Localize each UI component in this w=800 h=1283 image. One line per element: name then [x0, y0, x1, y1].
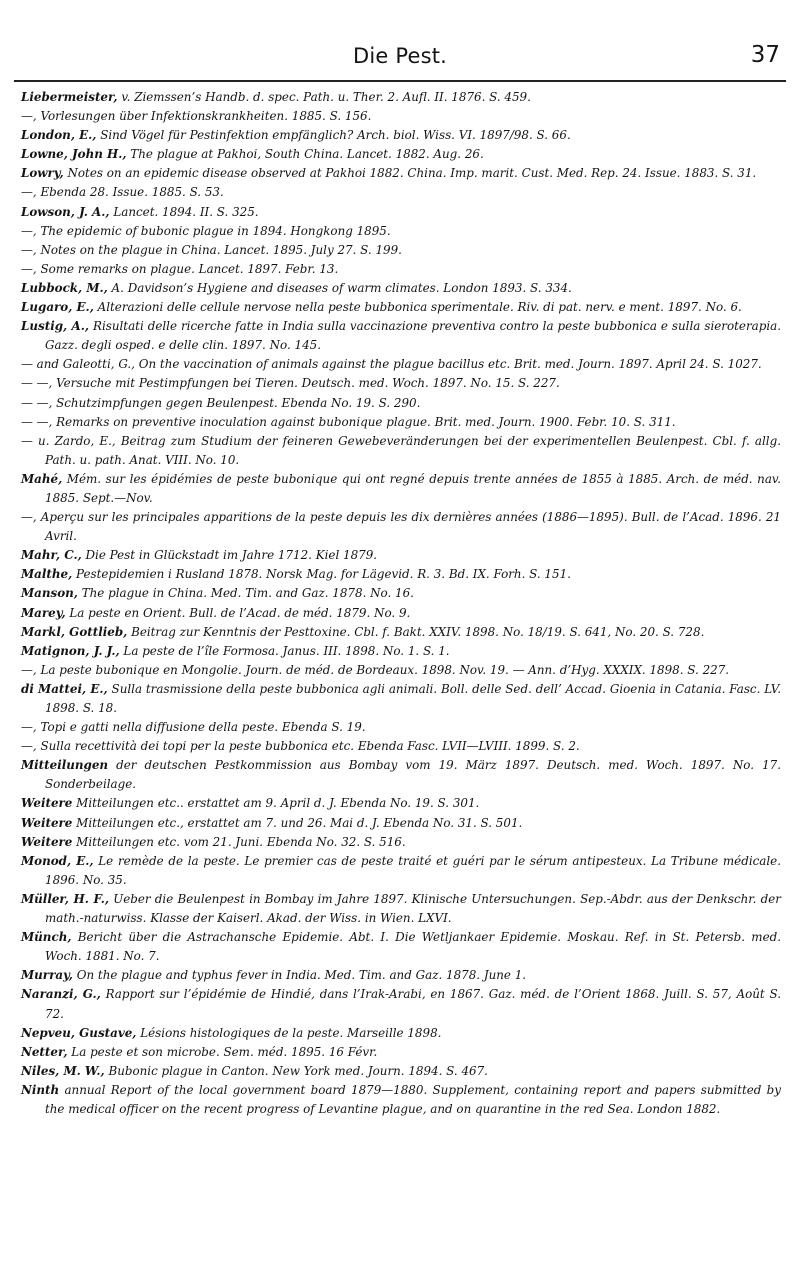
reference-author: Marey,	[21, 605, 66, 620]
reference-entry	[21, 852, 781, 890]
reference-author: Ninth	[21, 1082, 60, 1097]
reference-entry	[21, 432, 781, 470]
reference-author: Weitere	[21, 834, 73, 849]
reference-text: Ueber die Beulenpest in Bombay im Jahre 1897. Klinische Untersuchungen. Sep.-Abdr. aus der Denkschr. der math.-naturwiss. Klasse der Kaiserl. Akad. der Wiss. in Wien. LXVI.	[45, 891, 781, 926]
reference-entry	[21, 279, 781, 298]
reference-author: Liebermeister,	[21, 90, 118, 104]
reference-text: —, The epidemic of bubonic plague in 1894. Hongkong 1895.	[21, 223, 391, 238]
reference-entry	[21, 298, 781, 317]
reference-entry	[21, 355, 781, 374]
page-number: 37	[750, 42, 780, 68]
reference-entry	[21, 241, 781, 260]
reference-text: The plague in China. Med. Tim. and Gaz. 1878. No. 16.	[77, 586, 414, 601]
reference-author: Niles, M. W.,	[21, 1063, 105, 1078]
reference-entry	[21, 604, 781, 623]
reference-text: Alterazioni delle cellule nervose nella peste bubbonica sperimentale. Riv. di pat. nerv. e ment. 1897. No. 6.	[93, 300, 742, 315]
reference-text: On the plague and typhus fever in India. Med. Tim. and Gaz. 1878. June 1.	[72, 968, 527, 983]
reference-author: Müller, H. F.,	[21, 891, 109, 906]
reference-text: Lésions histologiques de la peste. Marseille 1898.	[136, 1025, 442, 1040]
reference-text: Notes on an epidemic disease observed at Pakhoi 1882. China. Imp. marit. Cust. Med. Rep. 24. Issue. 1883. S. 31.	[63, 166, 757, 181]
reference-entry	[21, 928, 781, 966]
reference-entry	[21, 890, 781, 928]
reference-entry	[21, 88, 781, 107]
reference-entry	[21, 107, 781, 126]
reference-entry	[21, 1062, 781, 1081]
reference-author: Mahé,	[21, 471, 63, 486]
reference-text: La peste et son microbe. Sem. méd. 1895. 16 Févr.	[67, 1044, 378, 1059]
reference-entry	[21, 164, 781, 183]
reference-text: — —, Remarks on preventive inoculation against bubonique plague. Brit. med. Journ. 1900. Febr. 10. S. 311.	[21, 414, 676, 429]
reference-entry	[21, 203, 781, 222]
reference-entry	[21, 985, 781, 1023]
reference-text: Rapport sur l’épidémie de Hindié, dans l’Irak-Arabi, en 1867. Gaz. méd. de l’Orient 1868. Juill. S. 57, Août S. 72.	[45, 987, 781, 1021]
reference-text: Risultati delle ricerche fatte in India sulla vaccinazione preventiva contro la peste bubbonica e sulla sieroterapia. Gazz. degli osped. e delle clin. 1897. No. 145.	[45, 319, 781, 353]
reference-author: Lustig, A.,	[21, 319, 90, 334]
reference-entry	[21, 737, 781, 756]
reference-text: —, Notes on the plague in China. Lancet. 1895. July 27. S. 199.	[21, 242, 402, 257]
reference-text: —, Sulla recettività dei topi per la peste bubbonica etc. Ebenda Fasc. LVII—LVIII. 1899. S. 2.	[21, 739, 580, 754]
reference-author: Lowson, J. A.,	[21, 204, 110, 219]
reference-entry	[21, 470, 781, 508]
reference-text: —, Topi e gatti nella diffusione della peste. Ebenda S. 19.	[21, 720, 366, 735]
reference-entry	[21, 718, 781, 737]
reference-entry	[21, 413, 781, 432]
reference-entry	[21, 794, 781, 813]
reference-author: Mahr, C.,	[21, 548, 82, 563]
reference-text: —, La peste bubonique en Mongolie. Journ. de méd. de Bordeaux. 1898. Nov. 19. — Ann. d’Hyg. XXXIX. 1898. S. 227.	[21, 662, 730, 677]
reference-entry	[21, 546, 781, 565]
reference-text: — and Galeotti, G., On the vaccination of animals against the plague bacillus etc. Brit. med. Journ. 1897. April 24. S. 1027.	[21, 357, 762, 372]
reference-entry	[21, 260, 781, 279]
reference-text: Sulla trasmissione della peste bubbonica agli animali. Boll. delle Sed. dell’ Accad. Gioenia in Catania. Fasc. LV. 1898. S. 18.	[45, 681, 782, 715]
reference-text: Le remède de la peste. Le premier cas de peste traité et guéri par le sérum antipesteux. La Tribune médicale. 1896. No. 35.	[45, 853, 782, 887]
reference-text: La peste en Orient. Bull. de l’Acad. de méd. 1879. No. 9.	[65, 605, 411, 620]
reference-author: Netter,	[21, 1044, 68, 1059]
reference-text: Bubonic plague in Canton. New York med. Journ. 1894. S. 467.	[104, 1063, 488, 1078]
reference-author: Lugaro, E.,	[21, 300, 94, 315]
reference-entry	[21, 145, 781, 164]
reference-text: Sind Vögel für Pestinfektion empfänglich? Arch. biol. Wiss. VI. 1897/98. S. 66.	[96, 128, 571, 143]
reference-text: — —, Versuche mit Pestimpfungen bei Tieren. Deutsch. med. Woch. 1897. No. 15. S. 227.	[21, 376, 560, 391]
reference-list	[21, 88, 781, 1119]
reference-entry	[21, 680, 781, 718]
reference-text: — u. Zardo, E., Beitrag zum Studium der feineren Gewebeveränderungen bei der experimentellen Beulenpest. Cbl. f. allg. Path. u. path. Anat. VIII. No. 10.	[21, 433, 781, 467]
page-header	[20, 40, 780, 76]
reference-author: Naranzi, G.,	[21, 987, 101, 1002]
reference-author: di Mattei, E.,	[21, 681, 108, 696]
reference-text: annual Report of the local government board 1879—1880. Supplement, containing report and papers submitted by the medical officer on the recent progress of Levantine plague, and on quarantine in the red Sea. London 1882.	[45, 1082, 781, 1116]
reference-entry	[21, 1043, 781, 1062]
reference-entry	[21, 833, 781, 852]
header-rule	[14, 80, 786, 82]
reference-entry	[21, 126, 781, 145]
reference-entry	[21, 623, 781, 642]
reference-entry	[21, 756, 781, 794]
reference-entry	[21, 394, 781, 413]
reference-text: v. Ziemssen’s Handb. d. spec. Path. u. Ther. 2. Aufl. II. 1876. S. 459.	[117, 90, 531, 104]
running-title: Die Pest.	[352, 44, 448, 68]
reference-text: Mitteilungen etc. vom 21. Juni. Ebenda No. 32. S. 516.	[72, 834, 406, 849]
reference-text: Pestepidemien i Rusland 1878. Norsk Mag. for Lägevid. R. 3. Bd. IX. Forh. S. 151.	[72, 567, 571, 582]
reference-author: Malthe,	[21, 567, 73, 582]
reference-entry	[21, 183, 781, 202]
reference-text: der deutschen Pestkommission aus Bombay vom 19. März 1897. Deutsch. med. Woch. 1897. No. 17. Sonderbeilage.	[45, 758, 781, 792]
reference-entry	[21, 565, 781, 584]
reference-author: Markl, Gottlieb,	[21, 624, 128, 639]
reference-author: Nepveu, Gustave,	[21, 1025, 137, 1040]
reference-author: Lubbock, M.,	[21, 280, 108, 295]
reference-entry	[21, 508, 781, 546]
reference-author: Münch,	[21, 930, 72, 945]
reference-text: The plague at Pakhoi, South China. Lancet. 1882. Aug. 26.	[126, 147, 484, 162]
reference-entry	[21, 1024, 781, 1043]
reference-author: Manson,	[21, 586, 78, 601]
reference-entry	[21, 814, 781, 833]
reference-entry	[21, 642, 781, 661]
reference-text: Die Pest in Glückstadt im Jahre 1712. Kiel 1879.	[81, 548, 378, 563]
reference-author: London, E.,	[21, 128, 97, 143]
reference-text: Beitrag zur Kenntnis der Pesttoxine. Cbl. f. Bakt. XXIV. 1898. No. 18/19. S. 641, No. 20. S. 728.	[127, 624, 705, 639]
reference-text: La peste de l’île Formosa. Janus. III. 1898. No. 1. S. 1.	[119, 643, 450, 658]
reference-entry	[21, 317, 781, 355]
reference-text: Lancet. 1894. II. S. 325.	[109, 204, 259, 219]
reference-entry	[21, 966, 781, 985]
reference-text: —, Ebenda 28. Issue. 1885. S. 53.	[21, 185, 224, 200]
reference-text: —, Aperçu sur les principales apparitions de la peste depuis les dix dernières années (1886—1895). Bull. de l’Acad. 1896. 21 Avril.	[21, 510, 781, 544]
reference-text: — —, Schutzimpfungen gegen Beulenpest. Ebenda No. 19. S. 290.	[21, 395, 421, 410]
reference-author: Matignon, J. J.,	[21, 643, 120, 658]
reference-author: Monod, E.,	[21, 853, 94, 868]
reference-text: Mitteilungen etc., erstattet am 7. und 26. Mai d. J. Ebenda No. 31. S. 501.	[72, 815, 523, 830]
reference-author: Lowry,	[21, 166, 64, 181]
reference-text: —, Vorlesungen über Infektionskrankheiten. 1885. S. 156.	[21, 109, 372, 124]
reference-text: Mém. sur les épidémies de peste bubonique qui ont regné depuis trente années de 1855 à 1885. Arch. de méd. nav. 1885. Sept.—Nov.	[45, 471, 781, 505]
reference-text: Bericht über die Astrachansche Epidemie. Abt. I. Die Wetljankaer Epidemie. Moskau. Ref. in St. Petersb. med. Woch. 1881. No. 7.	[45, 930, 781, 964]
reference-text: A. Davidson’s Hygiene and diseases of warm climates. London 1893. S. 334.	[107, 280, 572, 295]
reference-author: Weitere	[21, 796, 73, 811]
reference-entry	[21, 374, 781, 393]
reference-entry	[21, 584, 781, 603]
reference-author: Murray,	[21, 968, 73, 983]
reference-entry	[21, 1081, 781, 1119]
reference-text: Mitteilungen etc.. erstattet am 9. April d. J. Ebenda No. 19. S. 301.	[72, 796, 480, 811]
reference-text: —, Some remarks on plague. Lancet. 1897. Febr. 13.	[21, 261, 339, 276]
reference-entry	[21, 222, 781, 241]
reference-author: Mitteilungen	[21, 758, 109, 773]
reference-author: Weitere	[21, 815, 73, 830]
reference-author: Lowne, John H.,	[21, 147, 127, 162]
reference-entry	[21, 661, 781, 680]
